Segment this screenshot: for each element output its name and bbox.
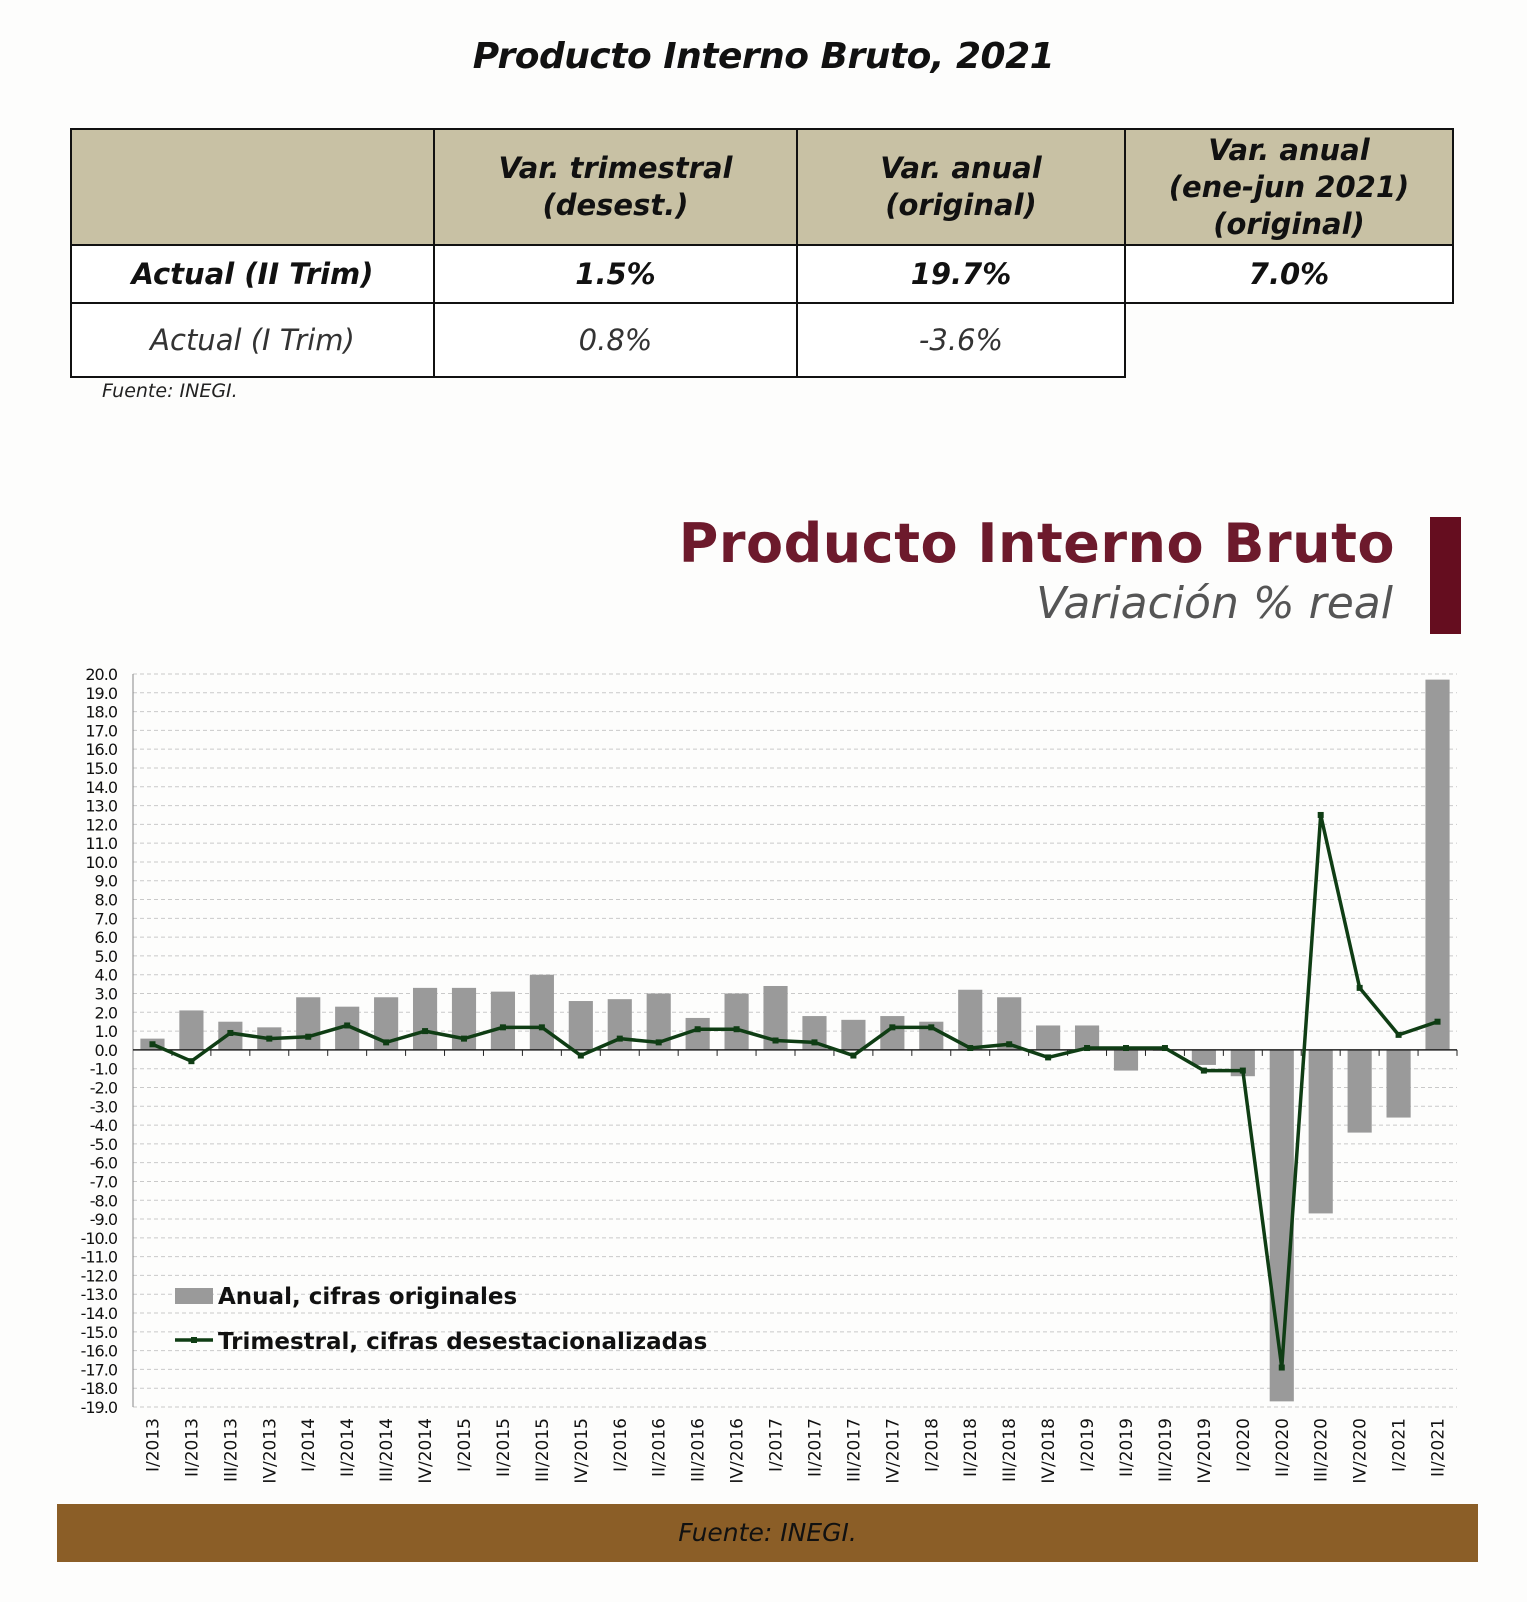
x-tick-label: I/2020 [1233, 1418, 1254, 1473]
header-line: (original) [885, 188, 1037, 222]
line-point [1396, 1032, 1402, 1038]
x-tick-label: II/2016 [649, 1418, 670, 1478]
line-point [227, 1030, 233, 1036]
header-line: (ene-jun 2021) [1168, 169, 1410, 204]
x-tick-label: III/2020 [1311, 1418, 1332, 1483]
y-tick-label: 17.0 [85, 721, 117, 741]
cell-trimestral: 0.8% [434, 303, 797, 377]
bar [841, 1020, 865, 1050]
y-tick-label: 11.0 [85, 834, 117, 854]
line-point [1357, 985, 1363, 991]
legend-label-anual: Anual, cifras originales [218, 1284, 518, 1310]
x-tick-label: I/2017 [766, 1418, 787, 1473]
line-point [500, 1024, 506, 1030]
row-label: Actual (I Trim) [71, 303, 434, 377]
line-point [928, 1024, 934, 1030]
footer-bar [57, 1504, 1478, 1562]
header-line: Var. anual [880, 151, 1042, 185]
x-tick-label: III/2019 [1155, 1418, 1176, 1483]
header-line: (desest.) [542, 188, 689, 222]
y-tick-label: -5.0 [89, 1134, 117, 1154]
line-point [1435, 1019, 1441, 1025]
x-tick-label: I/2021 [1389, 1418, 1410, 1473]
line-point [967, 1045, 973, 1051]
x-tick-label: III/2016 [688, 1418, 709, 1483]
bar [179, 1010, 203, 1049]
y-tick-label: 14.0 [85, 777, 117, 797]
x-tick-label: IV/2014 [416, 1418, 437, 1484]
y-tick-label: 1.0 [94, 1022, 117, 1042]
x-tick-label: III/2018 [1000, 1418, 1021, 1483]
y-tick-label: 10.0 [85, 852, 117, 872]
line-point [656, 1039, 662, 1045]
header-line: (original) [1213, 206, 1365, 241]
y-tick-label: -11.0 [80, 1247, 117, 1267]
x-tick-label: I/2014 [299, 1418, 320, 1473]
x-tick-label: I/2019 [1078, 1418, 1099, 1473]
y-tick-label: 9.0 [94, 871, 117, 891]
x-tick-label: III/2015 [532, 1418, 553, 1483]
x-tick-label: IV/2020 [1350, 1418, 1371, 1484]
y-tick-label: 20.0 [85, 665, 117, 684]
bar [725, 994, 749, 1050]
line-point [1162, 1045, 1168, 1051]
line-point [461, 1036, 467, 1042]
x-tick-label: II/2013 [182, 1418, 203, 1478]
row-label: Actual (II Trim) [71, 245, 434, 303]
line-point [1240, 1068, 1246, 1074]
y-tick-label: -13.0 [80, 1285, 117, 1305]
header-line: Var. anual [1208, 132, 1370, 167]
y-tick-label: -6.0 [89, 1153, 117, 1173]
bar [569, 1001, 593, 1050]
line-point [773, 1038, 779, 1044]
line-point [734, 1026, 740, 1032]
cell-anual: 19.7% [797, 245, 1125, 303]
y-tick-label: 12.0 [85, 815, 117, 835]
y-tick-label: -15.0 [80, 1322, 117, 1342]
line-point [1201, 1068, 1207, 1074]
line-point [422, 1028, 428, 1034]
cell-trimestral: 1.5% [434, 245, 797, 303]
x-tick-label: I/2013 [143, 1418, 164, 1473]
bar [1036, 1025, 1060, 1049]
line-point [188, 1058, 194, 1064]
x-tick-label: II/2019 [1117, 1418, 1137, 1478]
line-point [305, 1034, 311, 1040]
y-tick-label: 4.0 [94, 965, 117, 985]
line-point [344, 1022, 350, 1028]
y-tick-label: 6.0 [94, 928, 117, 948]
line-point [1084, 1045, 1090, 1051]
line-point [578, 1053, 584, 1059]
bar [1348, 1050, 1372, 1133]
legend-swatch-bar [175, 1288, 213, 1304]
x-tick-label: III/2017 [844, 1418, 865, 1483]
x-tick-label: IV/2013 [260, 1418, 281, 1484]
x-tick-label: III/2014 [377, 1418, 398, 1483]
x-tick-label: I/2018 [922, 1418, 943, 1473]
table-title: Producto Interno Bruto, 2021 [472, 36, 1055, 77]
line-point [617, 1036, 623, 1042]
y-tick-label: -14.0 [80, 1304, 117, 1324]
y-tick-label: -17.0 [80, 1360, 117, 1380]
line-point [1006, 1041, 1012, 1047]
y-tick-label: -2.0 [89, 1078, 117, 1098]
line-point [539, 1024, 545, 1030]
cell-ene-jun: 7.0% [1125, 245, 1453, 303]
table-source: Fuente: INEGI. [102, 380, 238, 402]
y-tick-label: -16.0 [80, 1341, 117, 1361]
chart-title: Producto Interno Bruto [678, 512, 1395, 575]
y-tick-label: 13.0 [85, 796, 117, 816]
y-tick-label: -3.0 [89, 1097, 117, 1117]
line-point [1318, 812, 1324, 818]
bar [1309, 1050, 1333, 1214]
x-tick-label: I/2015 [455, 1418, 475, 1473]
x-tick-label: II/2020 [1272, 1418, 1293, 1478]
y-tick-label: -8.0 [89, 1191, 117, 1211]
bar [958, 990, 982, 1050]
chart-subtitle: Variación % real [1036, 578, 1393, 629]
y-tick-label: -7.0 [89, 1172, 117, 1192]
x-tick-label: IV/2019 [1194, 1418, 1215, 1484]
y-tick-label: 0.0 [94, 1040, 117, 1060]
x-tick-label: IV/2016 [727, 1418, 748, 1484]
y-tick-label: -9.0 [89, 1210, 117, 1230]
bar [296, 997, 320, 1050]
bar [530, 975, 554, 1050]
line-point [266, 1036, 272, 1042]
bar [1387, 1050, 1411, 1118]
y-tick-label: -10.0 [80, 1228, 117, 1248]
x-tick-label: IV/2017 [883, 1418, 904, 1484]
bar [1425, 680, 1449, 1050]
line-point [850, 1053, 856, 1059]
bar [413, 988, 437, 1050]
line-point [1279, 1365, 1285, 1371]
y-tick-label: 3.0 [94, 984, 117, 1004]
y-tick-label: 8.0 [94, 890, 117, 910]
footer-source: Fuente: INEGI. [678, 1518, 857, 1547]
line-point [695, 1026, 701, 1032]
y-tick-label: -4.0 [89, 1116, 117, 1136]
y-tick-label: 2.0 [94, 1003, 117, 1023]
y-tick-label: 7.0 [94, 909, 117, 929]
x-tick-label: IV/2018 [1039, 1418, 1060, 1484]
header-line: Var. trimestral [498, 151, 733, 185]
line-point [811, 1039, 817, 1045]
cell-anual: -3.6% [797, 303, 1125, 377]
y-tick-label: -12.0 [80, 1266, 117, 1286]
y-tick-label: -18.0 [80, 1379, 117, 1399]
bar [1114, 1050, 1138, 1071]
x-tick-label: II/2015 [493, 1418, 514, 1478]
y-tick-label: 16.0 [85, 740, 117, 760]
line-point [149, 1041, 155, 1047]
bar [491, 992, 515, 1050]
x-tick-label: IV/2015 [571, 1418, 592, 1484]
x-tick-label: I/2016 [610, 1418, 631, 1473]
y-tick-label: 18.0 [85, 702, 117, 722]
y-tick-label: 5.0 [94, 946, 117, 966]
line-point [383, 1039, 389, 1045]
x-tick-label: II/2014 [338, 1418, 359, 1478]
line-point [889, 1024, 895, 1030]
x-tick-label: II/2017 [805, 1418, 826, 1478]
legend-swatch-marker [191, 1337, 197, 1343]
legend-label-trimestral: Trimestral, cifras desestacionalizadas [218, 1329, 708, 1355]
y-tick-label: -19.0 [80, 1398, 117, 1417]
y-tick-label: 19.0 [85, 683, 117, 703]
line-point [1045, 1054, 1051, 1060]
x-tick-label: II/2018 [961, 1418, 982, 1478]
x-tick-label: II/2021 [1428, 1418, 1449, 1478]
line-point [1123, 1045, 1129, 1051]
y-tick-label: -1.0 [89, 1059, 117, 1079]
y-tick-label: 15.0 [85, 758, 117, 778]
x-tick-label: III/2013 [221, 1418, 242, 1483]
bar [1192, 1050, 1216, 1065]
